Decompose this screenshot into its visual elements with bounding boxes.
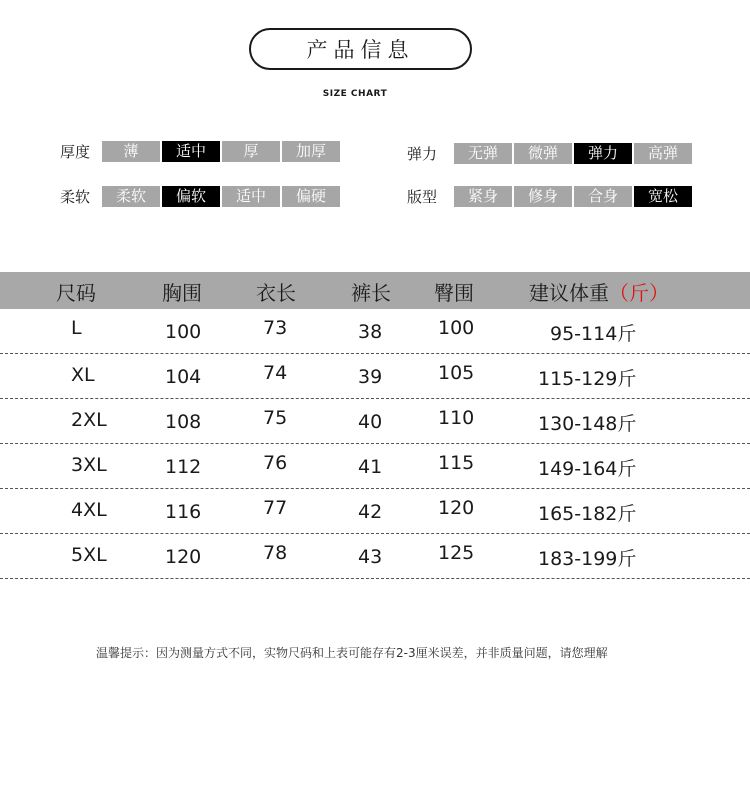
table-row [0,309,750,354]
header-chest: 胸围 [162,281,202,305]
cell-pants-length: 38 [358,321,383,343]
cell-size: L [71,317,82,339]
attr-option-selected: 偏软 [162,186,220,207]
subtitle: SIZE CHART [322,89,388,99]
table-header [0,272,750,309]
cell-hip: 125 [438,542,475,564]
cell-chest: 120 [165,546,202,568]
page-title: 产品信息 [306,38,415,62]
cell-hip: 120 [438,497,475,519]
attr-option: 厚 [222,141,280,162]
cell-size: XL [71,364,95,386]
table-row [0,399,750,444]
table-row [0,354,750,399]
cell-size: 3XL [71,454,107,476]
attr-option: 加厚 [282,141,340,162]
header-hip: 臀围 [434,281,474,305]
cell-pants-length: 40 [358,411,383,433]
cell-size: 4XL [71,499,107,521]
attr-option: 薄 [102,141,160,162]
cell-hip: 100 [438,317,475,339]
attr-row-softness [60,186,340,207]
cell-weight: 95-114斤 [550,323,637,345]
header-weight-unit: （斤） [609,281,669,305]
attr-label: 弹力 [407,145,438,163]
cell-size: 5XL [71,544,107,566]
attr-label: 柔软 [60,188,91,206]
cell-chest: 112 [165,456,202,478]
attr-label: 厚度 [60,143,91,161]
attr-option: 无弹 [454,143,512,164]
attr-option-selected: 宽松 [634,186,692,207]
cell-chest: 100 [165,321,202,343]
cell-length: 77 [263,497,288,519]
attr-option: 偏硬 [282,186,340,207]
cell-pants-length: 43 [358,546,383,568]
header-weight [529,277,669,306]
cell-hip: 115 [438,452,475,474]
attr-option: 适中 [222,186,280,207]
attr-row-elasticity [407,143,692,164]
cell-weight: 115-129斤 [538,368,637,390]
attr-option: 微弹 [514,143,572,164]
attr-option: 柔软 [102,186,160,207]
cell-length: 78 [263,542,288,564]
attr-option: 合身 [574,186,632,207]
attr-option-selected: 适中 [162,141,220,162]
header-pants-length: 裤长 [351,281,391,305]
cell-length: 76 [263,452,288,474]
attr-option: 修身 [514,186,572,207]
header-length: 衣长 [256,281,296,305]
attr-option: 高弹 [634,143,692,164]
attr-option-selected: 弹力 [574,143,632,164]
cell-size: 2XL [71,409,107,431]
cell-weight: 130-148斤 [538,413,637,435]
cell-hip: 105 [438,362,475,384]
attr-label: 版型 [407,188,438,206]
cell-length: 74 [263,362,288,384]
header-size: 尺码 [56,281,96,305]
table-row [0,444,750,489]
title-pill [249,28,472,70]
cell-hip: 110 [438,407,475,429]
table-row [0,489,750,534]
cell-chest: 104 [165,366,202,388]
size-table [0,272,750,579]
cell-weight: 183-199斤 [538,548,637,570]
cell-pants-length: 41 [358,456,383,478]
size-note: 温馨提示：因为测量方式不同，实物尺码和上表可能存有2-3厘米误差，并非质量问题，请您理解 [96,646,608,660]
cell-pants-length: 42 [358,501,383,523]
cell-length: 75 [263,407,288,429]
attr-row-thickness [60,141,340,162]
cell-chest: 116 [165,501,202,523]
cell-pants-length: 39 [358,366,383,388]
cell-length: 73 [263,317,288,339]
cell-chest: 108 [165,411,202,433]
table-row [0,534,750,579]
attr-row-fit [407,186,692,207]
cell-weight: 165-182斤 [538,503,637,525]
header-weight-label: 建议体重 [529,281,609,305]
cell-weight: 149-164斤 [538,458,637,480]
attr-option: 紧身 [454,186,512,207]
